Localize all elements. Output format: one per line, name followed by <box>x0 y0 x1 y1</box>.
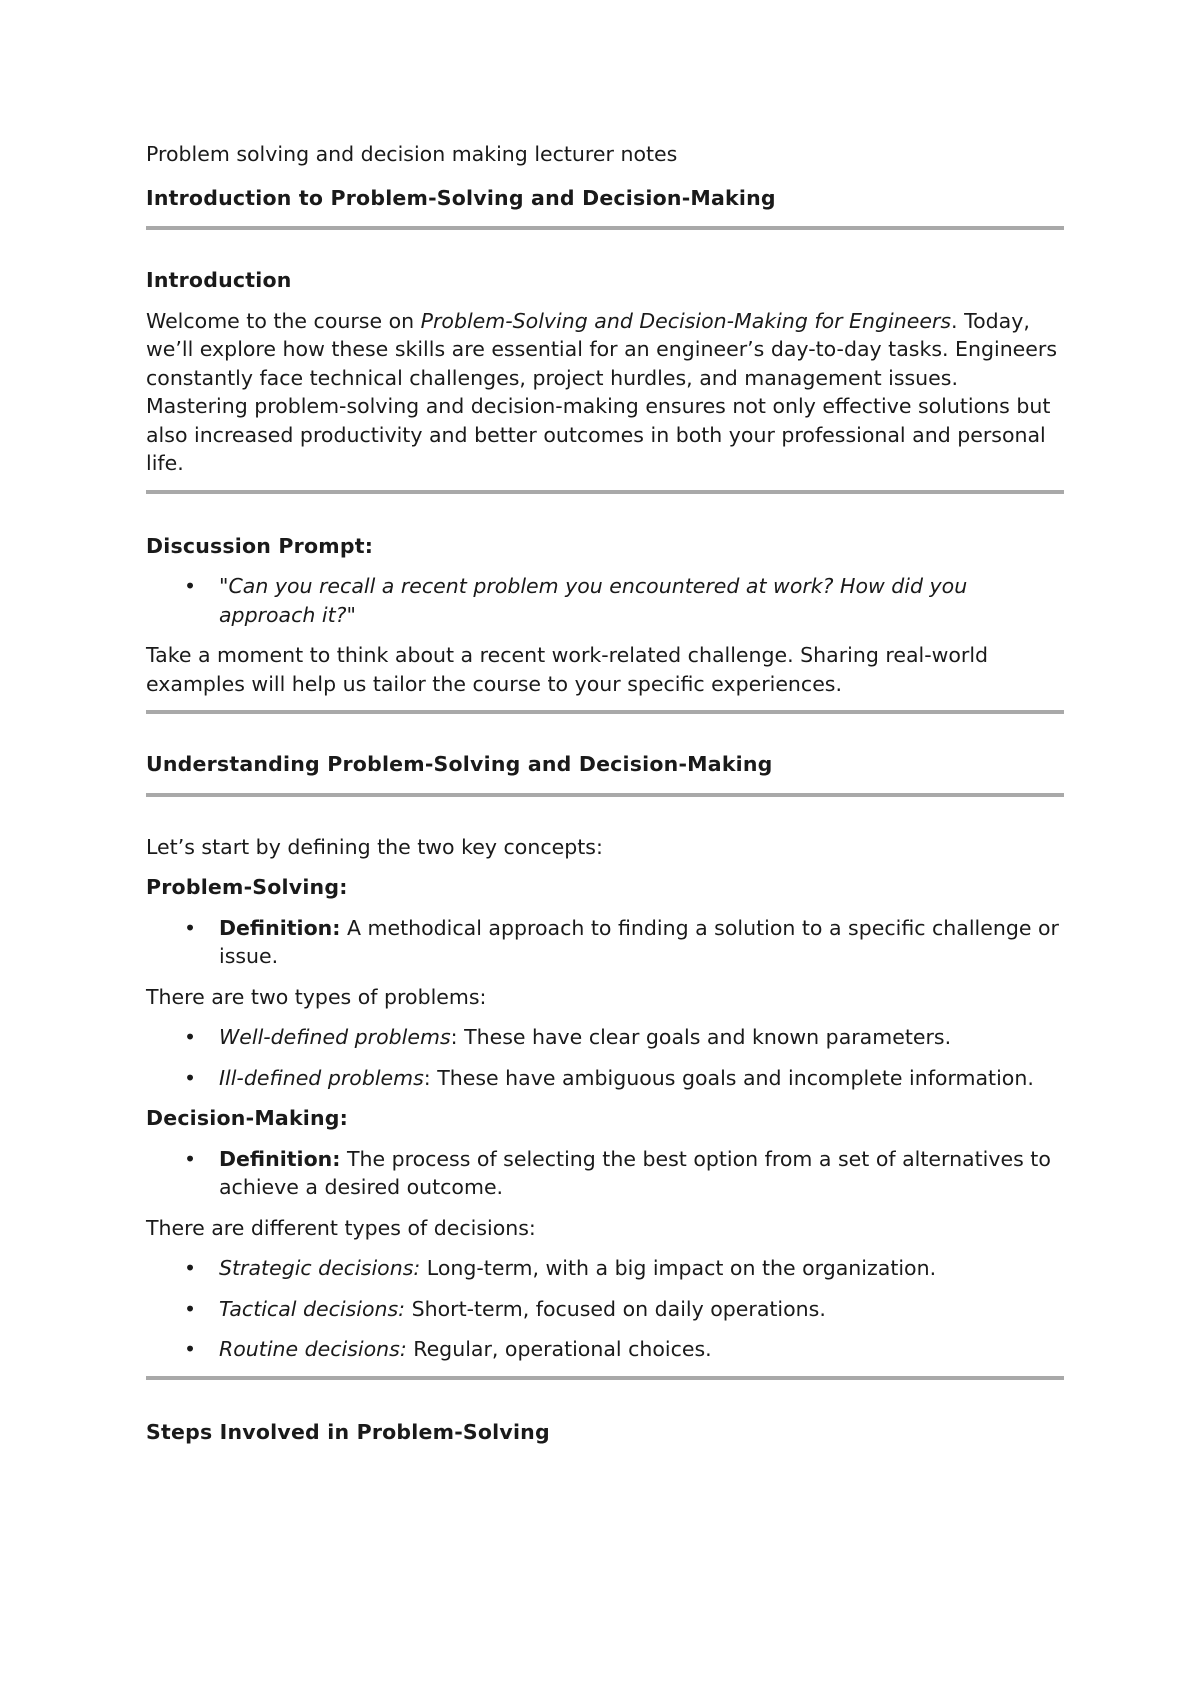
subheading-introduction: Introduction <box>146 268 292 292</box>
list-item <box>146 914 1064 971</box>
discussion-question: Can you recall a recent problem you encountered at work? How did you approach it? <box>219 574 968 627</box>
list-item <box>146 572 1064 629</box>
decision-type-desc: Long-term, with a big impact on the organization. <box>420 1256 937 1280</box>
course-title-emphasis: Problem-Solving and Decision-Making for Engineers <box>420 308 952 333</box>
problem-type-desc: : These have clear goals and known parameters. <box>450 1025 952 1049</box>
problem-types-list <box>146 1023 1064 1092</box>
decision-type-name: Tactical decisions: <box>219 1296 406 1321</box>
decision-types-intro: There are different types of decisions: <box>146 1215 536 1240</box>
problem-type-name: Well-defined problems <box>219 1025 451 1049</box>
bullet-icon: • <box>184 1296 197 1321</box>
definition-text: The process of selecting the best option from a set of alternatives to achieve a desired outcome. <box>219 1146 1051 1199</box>
bullet-icon: • <box>184 1065 197 1090</box>
introduction-paragraph <box>146 307 1064 478</box>
understanding-intro: Let’s start by defining the two key concepts: <box>146 834 603 859</box>
list-item <box>146 1295 1064 1324</box>
section-heading-understanding: Understanding Problem-Solving and Decision-Making <box>146 752 773 776</box>
definition-label: Definition: <box>219 915 341 940</box>
intro-text-start: Welcome to the course on <box>146 308 421 333</box>
problem-type-desc: : These have ambiguous goals and incomplete information. <box>423 1065 1034 1090</box>
decision-type-desc: Short-term, focused on daily operations. <box>405 1296 826 1321</box>
list-item <box>146 1064 1064 1093</box>
definition-label: Definition: <box>219 1146 341 1171</box>
horizontal-rule <box>146 226 1064 230</box>
horizontal-rule <box>146 490 1064 494</box>
decision-types-list <box>146 1254 1064 1364</box>
horizontal-rule <box>146 1376 1064 1380</box>
problem-solving-definition-list <box>146 914 1064 971</box>
horizontal-rule <box>146 710 1064 714</box>
decision-type-name: Routine decisions: <box>219 1337 407 1361</box>
intro-text-end: . Today, we’ll explore how these skills are essential for an engineer’s day-to-day tasks. Engineers constantly face technical challenges, project hurdles, and management issues. Mastering problem-solving and decision-making ensures not only effective solutions but also increased productivity and better outcomes in both your professional and personal life. <box>146 308 1058 475</box>
list-item <box>146 1335 1064 1364</box>
decision-type-desc: Regular, operational choices. <box>406 1337 712 1361</box>
bullet-icon: • <box>184 915 197 940</box>
document-page <box>146 140 1064 1446</box>
bullet-icon: • <box>184 1025 197 1049</box>
bullet-icon: • <box>184 1146 197 1171</box>
close-quote: " <box>346 602 356 627</box>
bullet-icon: • <box>184 1256 197 1280</box>
discussion-list <box>146 572 1064 629</box>
problem-types-intro: There are two types of problems: <box>146 984 487 1009</box>
subheading-decision-making: Decision-Making: <box>146 1106 349 1130</box>
section-heading-intro: Introduction to Problem-Solving and Decision-Making <box>146 185 776 210</box>
open-quote: " <box>219 574 229 598</box>
subheading-problem-solving: Problem-Solving: <box>146 875 348 899</box>
bullet-icon: • <box>184 574 197 598</box>
list-item <box>146 1254 1064 1283</box>
problem-type-name: Ill-defined problems <box>219 1065 424 1090</box>
decision-type-name: Strategic decisions: <box>219 1256 421 1280</box>
bullet-icon: • <box>184 1337 197 1361</box>
definition-text: A methodical approach to finding a solution to a specific challenge or issue. <box>219 915 1059 968</box>
discussion-paragraph: Take a moment to think about a recent work-related challenge. Sharing real-world examples will help us tailor the course to your specific experiences. <box>146 643 989 696</box>
document-title: Problem solving and decision making lecturer notes <box>146 142 678 166</box>
horizontal-rule <box>146 793 1064 797</box>
list-item <box>146 1145 1064 1202</box>
subheading-discussion: Discussion Prompt: <box>146 533 374 558</box>
decision-making-definition-list <box>146 1145 1064 1202</box>
list-item <box>146 1023 1064 1052</box>
section-heading-steps: Steps Involved in Problem-Solving <box>146 1419 550 1444</box>
